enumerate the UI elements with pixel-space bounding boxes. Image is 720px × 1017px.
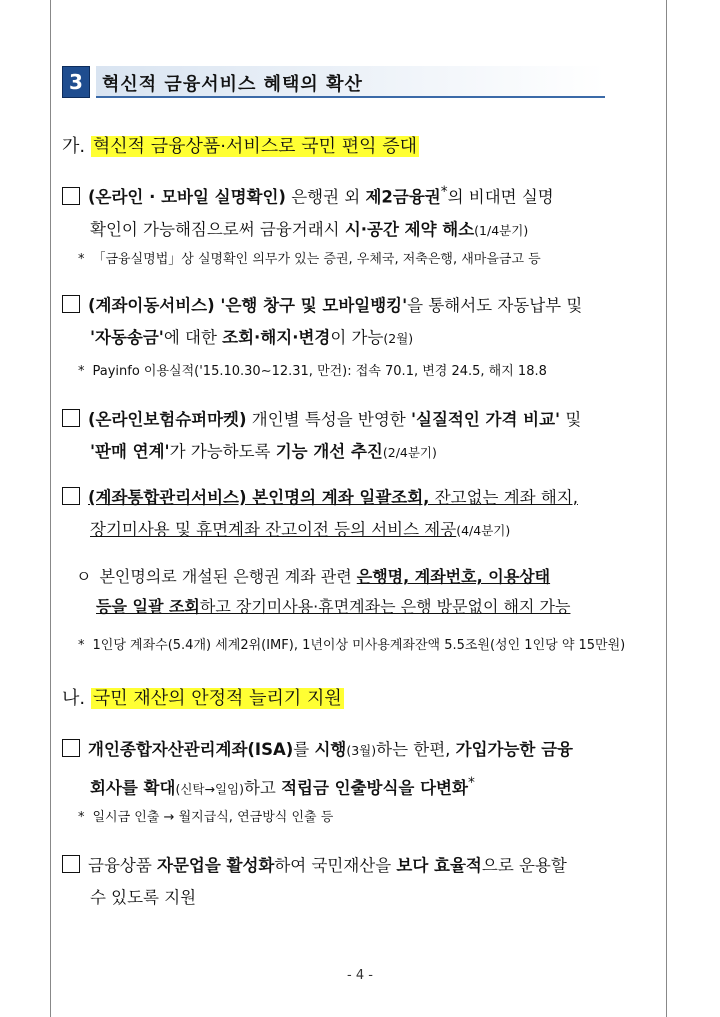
item5-line2-a: 하고 — [243, 778, 282, 798]
subsection-a-heading — [62, 132, 419, 158]
item1-sup: * — [440, 184, 448, 200]
item4-label: (계좌통합관리서비스) — [88, 488, 247, 507]
item6-text-c: 으로 운용할 — [481, 856, 567, 875]
subsection-b-heading — [62, 684, 344, 710]
item3-line2-bold2: 기능 개선 추진 — [275, 442, 383, 461]
checkbox-square-icon — [62, 187, 80, 205]
note3-text: 1인당 계좌수(5.4개) 세계2위(IMF), 1년이상 미사용계좌잔액 5.5조원(성인 1인당 약 15만원) — [92, 638, 626, 653]
subsection-a-marker: 가. — [62, 136, 86, 157]
item2-period: (2월) — [383, 331, 414, 346]
note2-text: Payinfo 이용실적('15.10.30∼12.31, 만건): 접속 70.1, 변경 24.5, 해지 18.8 — [92, 364, 547, 379]
item-account-transfer-service — [62, 290, 666, 355]
page-number: - 4 - — [347, 968, 373, 983]
item5-text-a: 를 — [293, 740, 315, 759]
note-2 — [78, 360, 547, 379]
note3-star: * — [78, 638, 85, 653]
item5-small-a: (3월) — [346, 743, 377, 758]
item3-text-a: 개인별 특성을 반영한 — [246, 410, 411, 429]
section-title: 혁신적 금융서비스 혜택의 확산 — [102, 74, 363, 95]
item3-text-b: 및 — [560, 410, 582, 429]
note4-star: * — [78, 810, 85, 825]
item3-line2-a: 가 가능하도록 — [169, 442, 276, 461]
checkbox-square-icon — [62, 855, 80, 873]
note-3 — [78, 634, 625, 653]
item2-label: (계좌이동서비스) — [88, 296, 215, 315]
item1-line2-a: 확인이 가능해짐으로써 금융거래시 — [90, 219, 345, 239]
item3-bold-a: '실질적인 가격 비교' — [410, 410, 561, 429]
item5-bold-b: 시행 — [314, 740, 347, 759]
item4-line2-a: 장기미사용 및 휴면계좌 잔고이전 등의 서비스 제공 — [90, 520, 457, 539]
item5-line2-sup: * — [467, 775, 475, 791]
item5-line2-bold2: 적립금 인출방식을 다변화 — [281, 778, 468, 798]
item5-line2-bold: 회사를 확대 — [90, 778, 176, 798]
item1-text-b: 의 비대면 실명 — [447, 187, 554, 207]
item4-bold-a: 본인명의 계좌 일괄조회, — [246, 488, 430, 507]
circle1-line2-a: 하고 장기미사용·휴면계좌는 은행 방문없이 해지 가능 — [199, 597, 571, 616]
item5-bold-a: 개인종합자산관리계좌(ISA) — [88, 740, 294, 759]
item3-period: (2/4분기) — [382, 445, 437, 460]
item5-text-b: 하는 한편, — [376, 740, 456, 759]
item2-line2-bold2: 조회·해지·변경 — [222, 328, 331, 347]
item6-bold-b: 보다 효율적 — [396, 856, 482, 875]
section-header — [62, 66, 607, 98]
subsection-a-title: 혁신적 금융상품·서비스로 국민 편익 증대 — [92, 136, 418, 157]
item2-line2-bold: '자동송금' — [90, 328, 164, 347]
checkbox-square-icon — [62, 739, 80, 757]
sub-item-account-lookup — [76, 562, 666, 622]
item5-line2-small: (신탁→일임) — [175, 781, 244, 797]
circle1-bold-a: 은행명, 계좌번호, 이용상태 — [356, 567, 551, 586]
item-account-integrated-management — [62, 482, 666, 547]
item-advisory-business — [62, 850, 666, 914]
note1-star: * — [78, 252, 85, 267]
checkbox-square-icon — [62, 295, 80, 313]
item1-text-a: 은행권 외 — [285, 187, 366, 207]
subsection-b-title: 국민 재산의 안정적 늘리기 지원 — [92, 688, 342, 709]
item2-text-a: 을 통해서도 자동납부 및 — [407, 296, 583, 315]
note-4 — [78, 806, 333, 825]
item5-bold-c: 가입가능한 금융 — [455, 740, 573, 759]
item3-line2-bold: '판매 연계' — [90, 442, 170, 461]
checkbox-square-icon — [62, 487, 80, 505]
item1-line2-bold: 시·공간 제약 해소 — [344, 219, 475, 239]
item6-line2-a: 수 있도록 지원 — [90, 888, 197, 907]
section-title-bar — [96, 66, 605, 98]
item6-text-a: 금융상품 — [88, 856, 158, 875]
item-isa — [62, 734, 666, 806]
section-number-badge: 3 — [62, 66, 90, 98]
item2-line2-b: 이 가능 — [330, 328, 384, 347]
subsection-b-marker: 나. — [62, 688, 86, 709]
circle1-line2-bold: 등을 일괄 조회 — [96, 597, 200, 616]
item4-period: (4/4분기) — [456, 523, 511, 538]
right-margin-line — [666, 0, 667, 1017]
item6-text-b: 하여 국민재산을 — [274, 856, 397, 875]
item2-line2-a: 에 대한 — [163, 328, 223, 347]
item6-bold-a: 자문업을 활성화 — [157, 856, 275, 875]
note-1 — [78, 248, 541, 267]
circle1-text-a: 본인명의로 개설된 은행권 계좌 관련 — [99, 567, 357, 586]
item1-period: (1/4분기) — [474, 222, 529, 238]
item-online-insurance-supermarket — [62, 404, 666, 469]
item3-label: (온라인보험슈퍼마켓) — [88, 410, 247, 429]
item2-bold-a: '은행 창구 및 모바일뱅킹' — [214, 296, 408, 315]
checkbox-square-icon — [62, 409, 80, 427]
item1-label: (온라인 · 모바일 실명확인) — [88, 187, 286, 207]
left-margin-line — [50, 0, 51, 1017]
note4-text: 일시금 인출 → 월지급식, 연금방식 인출 등 — [92, 810, 334, 825]
item4-text-a: 잔고없는 계좌 해지, — [429, 488, 578, 507]
note1-text: 「금융실명법」상 실명확인 의무가 있는 증권, 우체국, 저축은행, 새마을금고 등 — [92, 252, 541, 267]
item-online-mobile-identity — [62, 176, 666, 247]
item1-bold-a: 제2금융권 — [365, 187, 441, 207]
circle-bullet: ㅇ — [76, 567, 92, 586]
note2-star: * — [78, 364, 85, 379]
